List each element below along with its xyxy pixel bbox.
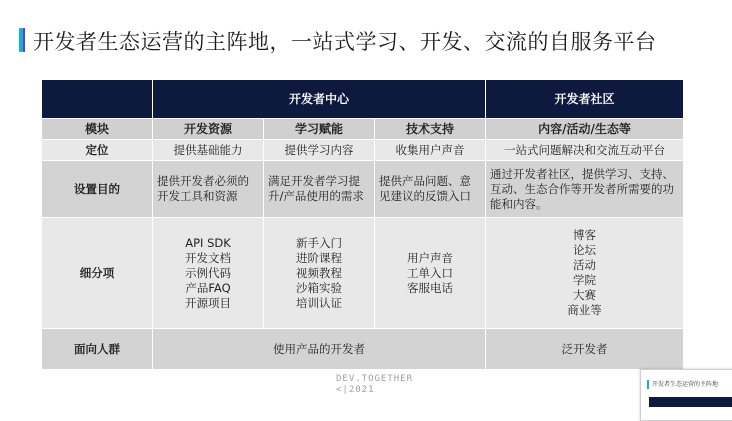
purpose-cell: 满足开发者学习提升/产品使用的需求 bbox=[264, 161, 375, 218]
detail-item: 进阶课程 bbox=[296, 250, 342, 265]
detail-item: 学院 bbox=[573, 273, 597, 287]
purpose-cell: 提供产品问题、意见建议的反馈入口 bbox=[375, 161, 486, 218]
module-tech-support: 技术支持 bbox=[375, 119, 486, 140]
module-label: 模块 bbox=[42, 119, 153, 140]
detail-item: 开源项目 bbox=[185, 295, 231, 310]
detail-item: 产品FAQ bbox=[185, 280, 231, 295]
audience-developer-community: 泛开发者 bbox=[486, 329, 684, 370]
audience-label: 面向人群 bbox=[42, 329, 153, 370]
watermark-line1: DEV.TOGETHER bbox=[336, 374, 414, 384]
audience-row bbox=[42, 329, 684, 370]
detail-item: 视频教程 bbox=[296, 265, 342, 280]
purpose-cell: 提供开发者必须的开发工具和资源 bbox=[153, 161, 264, 218]
audience-developer-center: 使用产品的开发者 bbox=[153, 329, 486, 370]
detail-item: 客服电话 bbox=[407, 280, 453, 295]
dev-together-watermark bbox=[336, 374, 413, 396]
detail-item: 培训认证 bbox=[296, 295, 342, 310]
details-cell-learning bbox=[264, 218, 375, 329]
thumbnail-table-header bbox=[649, 397, 732, 407]
details-cell-community bbox=[486, 218, 684, 329]
module-community: 内容/活动/生态等 bbox=[486, 119, 684, 140]
detail-item: API SDK bbox=[185, 235, 231, 250]
group-header-row bbox=[42, 80, 684, 119]
title-accent-bar-secondary bbox=[23, 28, 25, 52]
positioning-row bbox=[42, 140, 684, 161]
detail-item: 沙箱实验 bbox=[296, 280, 342, 295]
positioning-cell: 收集用户声音 bbox=[375, 140, 486, 161]
details-cell-support bbox=[375, 218, 486, 329]
module-learning: 学习赋能 bbox=[264, 119, 375, 140]
positioning-label: 定位 bbox=[42, 140, 153, 161]
positioning-cell: 提供基础能力 bbox=[153, 140, 264, 161]
thumbnail-accent-bar bbox=[647, 380, 649, 389]
detail-item: 示例代码 bbox=[185, 265, 231, 280]
header-developer-community: 开发者社区 bbox=[486, 80, 684, 119]
module-dev-resources: 开发资源 bbox=[153, 119, 264, 140]
header-empty-cell bbox=[42, 80, 153, 119]
detail-item: 新手入门 bbox=[296, 235, 342, 250]
positioning-cell: 一站式问题解决和交流互动平台 bbox=[486, 140, 684, 161]
module-row bbox=[42, 119, 684, 140]
positioning-cell: 提供学习内容 bbox=[264, 140, 375, 161]
details-label: 细分项 bbox=[42, 218, 153, 329]
details-cell-resources bbox=[153, 218, 264, 329]
detail-item: 活动 bbox=[573, 258, 597, 272]
detail-item: 商业等 bbox=[567, 303, 602, 317]
detail-item: 用户声音 bbox=[407, 250, 453, 265]
purpose-label: 设置目的 bbox=[42, 161, 153, 218]
developer-ecosystem-table bbox=[41, 79, 684, 370]
detail-item: 工单入口 bbox=[407, 265, 453, 280]
thumbnail-title: 开发者生态运营的主阵地 bbox=[652, 381, 719, 388]
details-row bbox=[42, 218, 684, 329]
slide-thumbnail[interactable] bbox=[640, 369, 732, 421]
watermark-line2: <|2021 bbox=[336, 385, 375, 395]
detail-item: 论坛 bbox=[573, 243, 597, 257]
header-developer-center: 开发者中心 bbox=[153, 80, 486, 119]
purpose-cell: 通过开发者社区，提供学习、支持、互动、生态合作等开发者所需要的功能和内容。 bbox=[486, 161, 684, 218]
slide-title: 开发者生态运营的主阵地，一站式学习、开发、交流的自服务平台 bbox=[33, 30, 657, 54]
detail-item: 博客 bbox=[573, 228, 597, 242]
purpose-row bbox=[42, 161, 684, 218]
detail-item: 大赛 bbox=[573, 288, 597, 302]
detail-item: 开发文档 bbox=[185, 250, 231, 265]
